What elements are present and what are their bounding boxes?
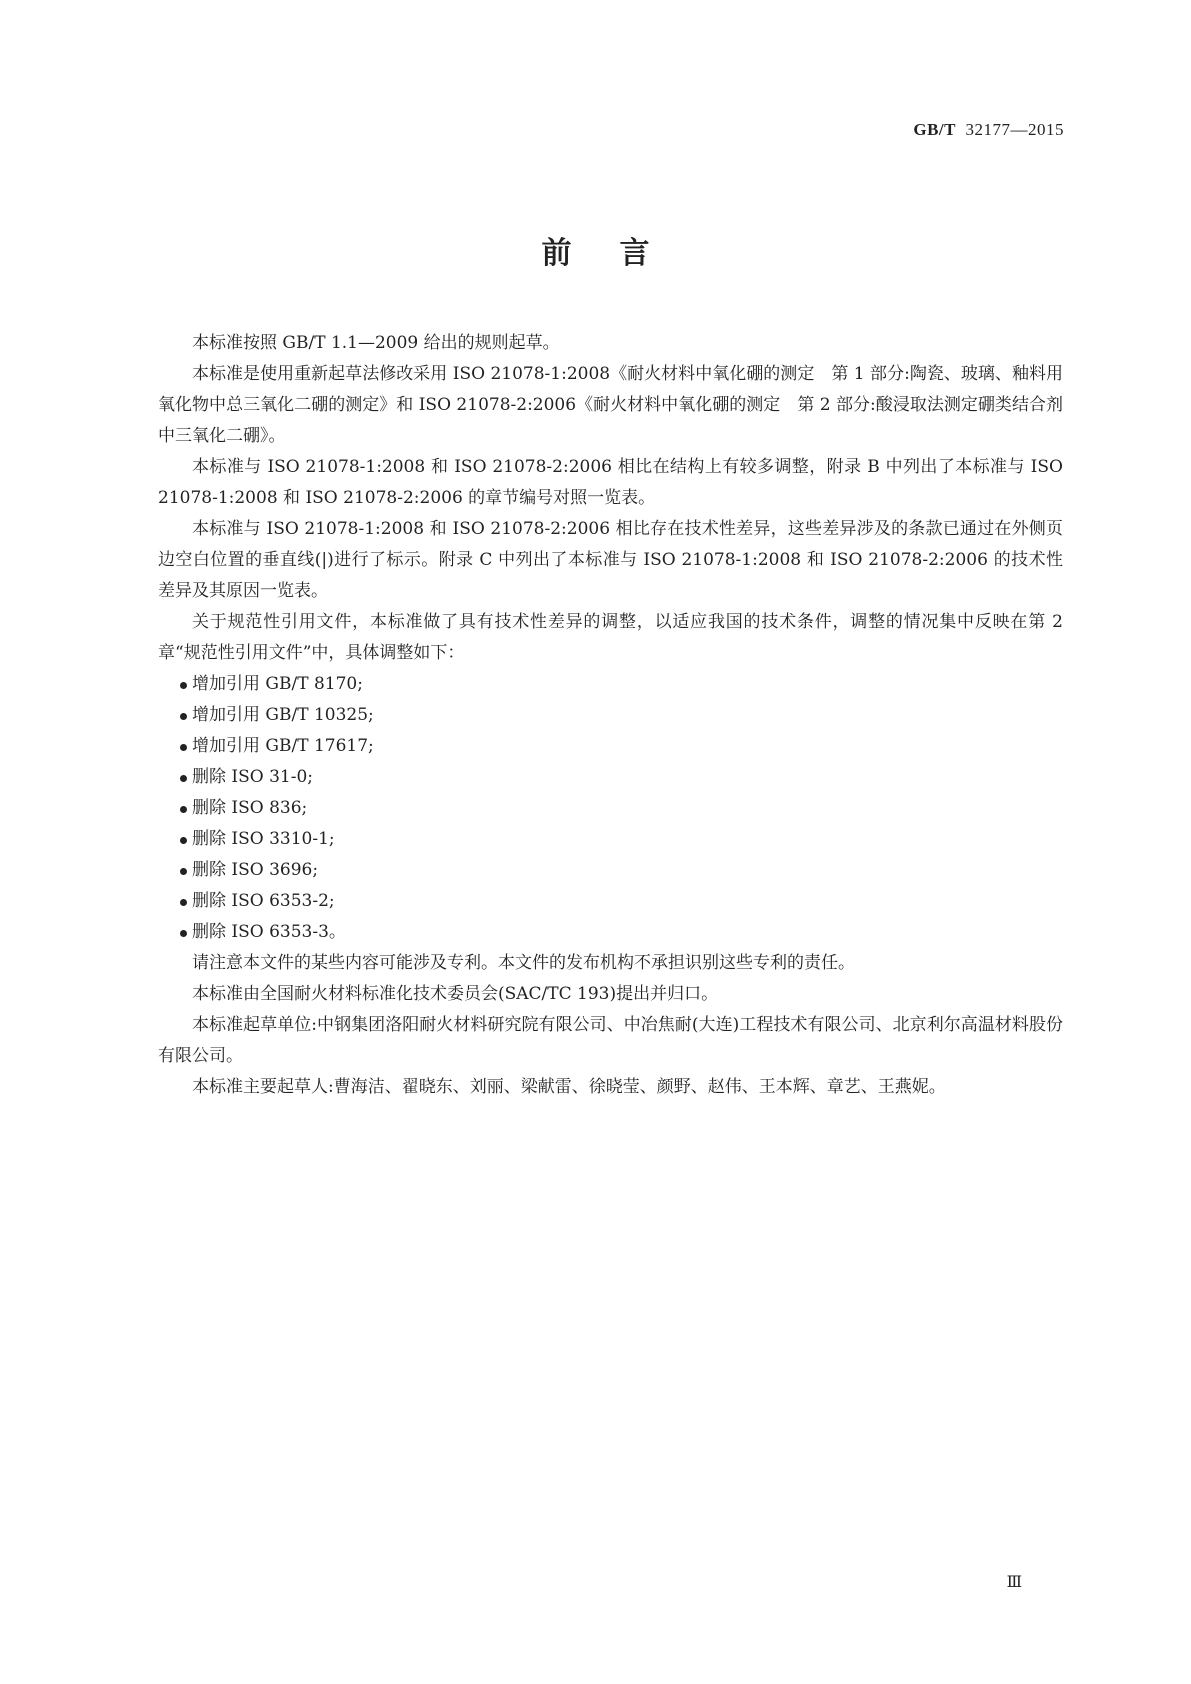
standard-number: 32177—2015 <box>965 120 1064 139</box>
paragraph-drafting-units: 本标准起草单位:中钢集团洛阳耐火材料研究院有限公司、中冶焦耐(大连)工程技术有限公司、北京利尔高温材料股份有限公司。 <box>158 1015 1063 1066</box>
paragraph-adoption: 本标准是使用重新起草法修改采用 ISO 21078-1:2008《耐火材料中氧化硼的测定 第 1 部分:陶瓷、玻璃、釉料用氧化物中总三氧化二硼的测定》和 ISO 21078-2:2006《耐火材料中氧化硼的测定 第 2 部分:酸浸取法测定硼类结合剂中三氧化二硼》。 <box>158 364 1063 446</box>
document-body <box>158 328 1063 1103</box>
bullet-icon <box>180 682 187 689</box>
list-item: 删除 ISO 6353-2; <box>158 886 1063 917</box>
bullet-icon <box>180 713 187 720</box>
page-number: Ⅲ <box>1006 1574 1022 1591</box>
standard-prefix: GB/T <box>913 120 956 139</box>
bullet-icon <box>180 806 187 813</box>
page-title: 前言 <box>541 236 698 271</box>
list-item: 删除 ISO 31-0; <box>158 762 1063 793</box>
paragraph-drafters: 本标准主要起草人:曹海洁、翟晓东、刘丽、梁献雷、徐晓莹、颜野、赵伟、王本辉、章艺、王燕妮。 <box>192 1077 946 1097</box>
paragraph-patent-notice: 请注意本文件的某些内容可能涉及专利。本文件的发布机构不承担识别这些专利的责任。 <box>192 953 855 973</box>
list-item: 删除 ISO 836; <box>158 793 1063 824</box>
paragraph-normative-references: 关于规范性引用文件，本标准做了具有技术性差异的调整，以适应我国的技术条件，调整的情况集中反映在第 2 章“规范性引用文件”中，具体调整如下： <box>158 612 1063 663</box>
list-item: 删除 ISO 3310-1; <box>158 824 1063 855</box>
bullet-icon <box>180 744 187 751</box>
bullet-icon <box>180 837 187 844</box>
reference-adjustment-list <box>158 669 1063 948</box>
list-item: 删除 ISO 6353-3。 <box>158 917 1063 948</box>
list-item: 增加引用 GB/T 10325; <box>158 700 1063 731</box>
bullet-icon <box>180 775 187 782</box>
list-item: 增加引用 GB/T 17617; <box>158 731 1063 762</box>
bullet-icon <box>180 930 187 937</box>
paragraph-technical-differences: 本标准与 ISO 21078-1:2008 和 ISO 21078-2:2006 相比存在技术性差异，这些差异涉及的条款已通过在外侧页边空白位置的垂直线(|)进行了标示。附录 C 中列出了本标准与 ISO 21078-1:2008 和 ISO 21078-2:2006 的技术性差异及其原因一览表。 <box>158 519 1063 601</box>
paragraph-proposer: 本标准由全国耐火材料标准化技术委员会(SAC/TC 193)提出并归口。 <box>192 984 719 1004</box>
standard-code-header <box>913 120 1064 140</box>
paragraph-structure: 本标准与 ISO 21078-1:2008 和 ISO 21078-2:2006 相比在结构上有较多调整，附录 B 中列出了本标准与 ISO 21078-1:2008 和 ISO 21078-2:2006 的章节编号对照一览表。 <box>158 457 1063 508</box>
bullet-icon <box>180 899 187 906</box>
list-item: 增加引用 GB/T 8170; <box>158 669 1063 700</box>
bullet-icon <box>180 868 187 875</box>
list-item: 删除 ISO 3696; <box>158 855 1063 886</box>
paragraph-drafting-rule: 本标准按照 GB/T 1.1—2009 给出的规则起草。 <box>192 333 560 353</box>
